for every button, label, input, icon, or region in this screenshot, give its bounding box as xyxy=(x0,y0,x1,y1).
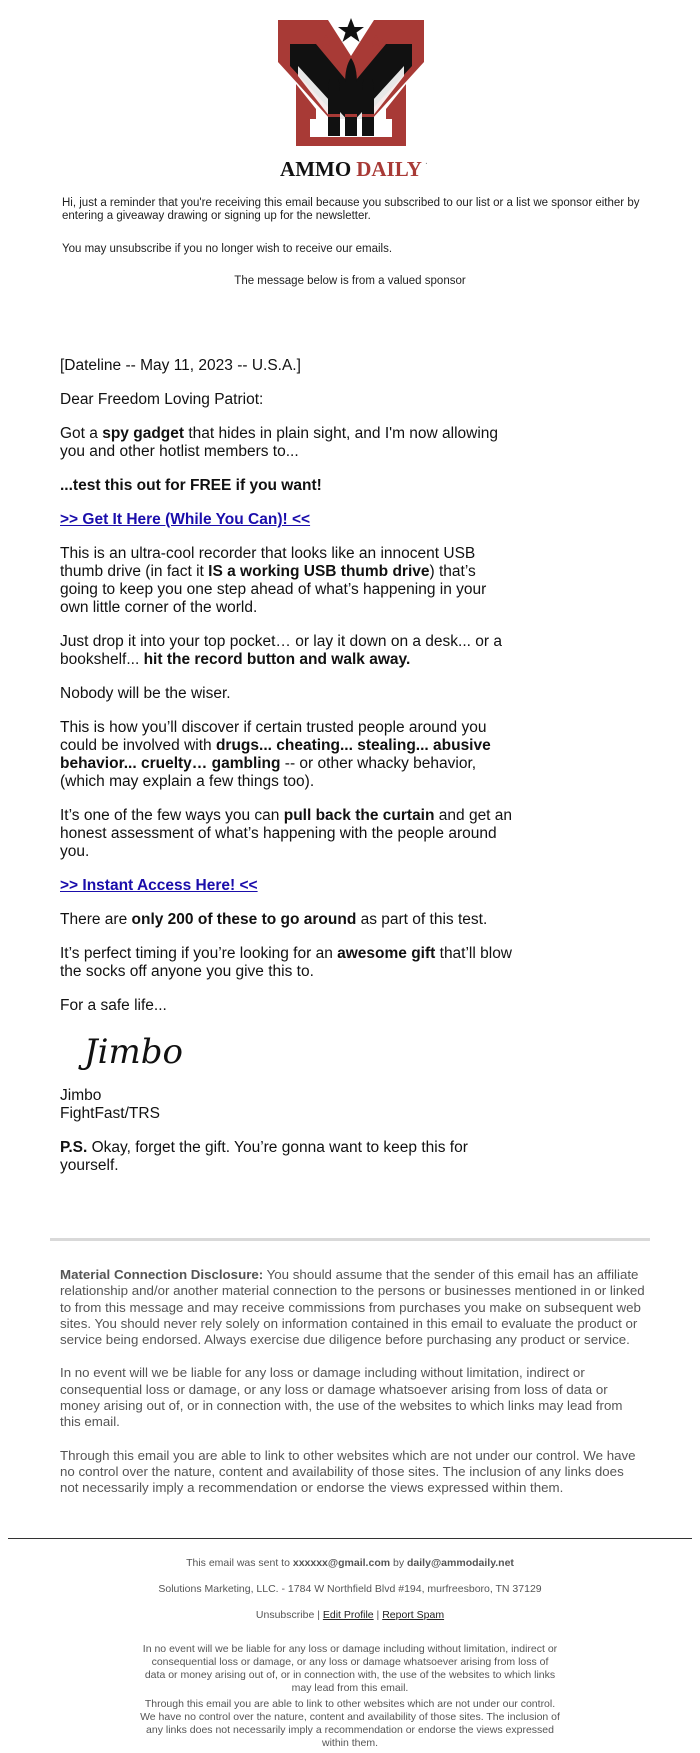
dateline: [Dateline -- May 11, 2023 -- U.S.A.] xyxy=(60,357,301,374)
footer-links: Unsubscribe | Edit Profile | Report Spam xyxy=(255,1609,445,1621)
paragraph-8: There are only 200 of these to go around as part of this test. xyxy=(60,911,488,928)
external-links-disclaimer: Through this email you are able to link to other websites which are not under our control. We have no control over the nature, content and availability of those sites. The inclusion of any links does not necessarily imply a recommendation or endorse the views expressed within them. xyxy=(60,1447,636,1496)
sender-block xyxy=(60,1087,515,1123)
sponsor-note: The message below is from a valued sponsor xyxy=(234,275,466,287)
liability-disclaimer: In no event will we be liable for any loss or damage including without limitation, indirect or consequential loss or damage, or any loss or damage whatsoever arising from loss of data or money arising out of, or in connection with, the use of the websites to which links may lead from this email. xyxy=(60,1365,623,1430)
get-it-here-link[interactable]: >> Get It Here (While You Can)! << xyxy=(60,511,311,528)
report-spam-link[interactable]: Report Spam xyxy=(382,1609,445,1621)
svg-text:.: . xyxy=(425,156,428,167)
sender-name: Jimbo xyxy=(60,1087,102,1104)
greeting: Dear Freedom Loving Patriot: xyxy=(60,391,264,408)
paragraph-9: It’s perfect timing if you’re looking for an awesome gift that’ll blow the socks off anyone you give this to. xyxy=(60,945,513,980)
sponsor-letter xyxy=(60,357,515,1191)
ammo-daily-logo xyxy=(276,14,426,182)
instant-access-link[interactable]: >> Instant Access Here! << xyxy=(60,877,258,894)
svg-text:Jimbo: Jimbo xyxy=(84,1032,183,1072)
sent-to-line: This email was sent to xxxxxx@gmail.com by daily@ammodaily.net xyxy=(186,1557,514,1569)
paragraph-6: This is how you’ll discover if certain trusted people around you could be involved with drugs... cheating... stealing... abusive behavior... cruelty… gambling -- or other whacky behavior, (which may explain a few things too). xyxy=(60,719,491,790)
footer-external-links: Through this email you are able to link to other websites which are not under our control. We have no control over the nature, content and availability of those sites. The inclusion of any links does not necessarily imply a recommendation or endorse the views expressed within them. xyxy=(140,1698,560,1749)
footer-divider xyxy=(8,1538,692,1539)
unsubscribe-link[interactable]: Unsubscribe xyxy=(255,1609,315,1621)
svg-text:AMMODAILY: AMMO DAILY xyxy=(280,157,422,181)
sender-org: FightFast/TRS xyxy=(60,1105,160,1122)
handwritten-signature xyxy=(80,1025,190,1077)
unsubscribe-note: You may unsubscribe if you no longer wish to receive our emails. xyxy=(62,243,393,255)
company-address: Solutions Marketing, LLC. - 1784 W Northfield Blvd #194, murfreesboro, TN 37129 xyxy=(158,1583,542,1595)
section-divider xyxy=(50,1238,650,1241)
paragraph-7: It’s one of the few ways you can pull back the curtain and get an honest assessment of what’s happening with the people around you. xyxy=(60,807,513,860)
sender-email: daily@ammodaily.net xyxy=(407,1557,514,1569)
paragraph-1: Got a spy gadget that hides in plain sight, and I'm now allowing you and other hotlist members to... xyxy=(60,425,499,460)
recipient-email: xxxxxx@gmail.com xyxy=(292,1557,391,1569)
paragraph-5: Nobody will be the wiser. xyxy=(60,685,231,702)
paragraph-4: Just drop it into your top pocket… or lay it down on a desk... or a bookshelf... hit the record button and walk away. xyxy=(60,633,502,668)
postscript: P.S. Okay, forget the gift. You’re gonna want to keep this for yourself. xyxy=(60,1139,468,1174)
footer-liability: In no event will we be liable for any loss or damage including without limitation, indirect or consequential loss or damage, or any loss or damage whatsoever arising from loss of data or money arising out of, or in connection with, the use of the websites to which links may lead from this email. xyxy=(142,1643,558,1694)
paragraph-2: ...test this out for FREE if you want! xyxy=(60,477,322,494)
edit-profile-link[interactable]: Edit Profile xyxy=(322,1609,374,1621)
paragraph-3: This is an ultra-cool recorder that looks like an innocent USB thumb drive (in fact it IS a working USB thumb drive) that’s going to keep you one step ahead of what’s happening in your own little corner of the world. xyxy=(60,545,487,616)
material-connection-disclosure: Material Connection Disclosure: You should assume that the sender of this email has an affiliate relationship and/or another material connection to the persons or businesses mentioned in or linked to from this message and may receive commissions from purchases you make on subsequent web sites. You should never rely solely on information contained in this email to evaluate the product or service being endorsed. Always exercise due diligence before purchasing any product or service. xyxy=(60,1267,645,1348)
closing: For a safe life... xyxy=(60,997,167,1014)
disclosure-section xyxy=(60,1267,645,1514)
subscription-reminder: Hi, just a reminder that you're receiving this email because you subscribed to our list or a list we sponsor either by entering a giveaway drawing or signing up for the newsletter. xyxy=(62,197,640,222)
